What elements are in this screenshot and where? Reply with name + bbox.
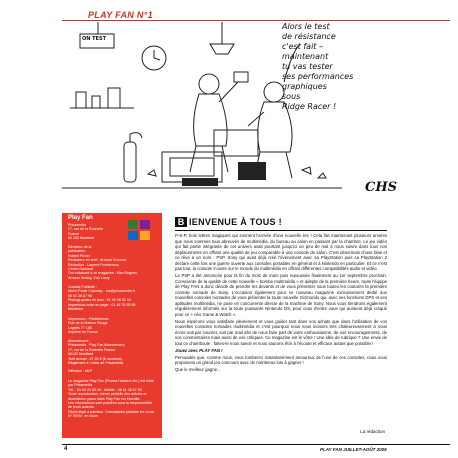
sign-text: ON TEST [82, 36, 107, 42]
article-body [175, 233, 387, 374]
article-paragraph: La PSP a été annoncée pour la fin du mois de mars puis repoussée finalement au 1er septembre prochain. Consciente de la qualité de cette nouvelle « bombe multimédia » et adepte de la première heure, toute l'équipe de Play FAN a donc décidé de prendre les devants et de vous présenter sous toutes les coutures la première console nomade de Sony. L'occasion également pour ce nouveau magazine exclusivement dédié aux nouvelles consoles nomades de vous présenter la toute nouvelle Gizmondo qui, avec ses fonctions GPS et ses aptitudes multimédia, ne pose en concurrente directe de la machine de Sony. Nous vous tiendrons également régulièrement informés sur la toute puissante Nintendo DS, pour ceux d'entre vous qui auraient déjà craqué pour ce « néo Game & Watch ». [175, 273, 387, 317]
footer-divider [62, 444, 450, 445]
sidebar-advertising: Contact Publicité : Marie-Paule Colomsp - ms@prisamedia.fr 06 61 38 67 90 Photographies de jeux : 01 49 98 52 34 Impression-mise en page : 01 46 75 28 58 Monthrun [68, 285, 136, 312]
sidebar-printing: Impression : Printéformex Rue de la Maison Rouge Lognes 77 185 Imprimé en France [68, 317, 109, 335]
artist-signature-text: CHS [365, 180, 398, 195]
artist-signature [365, 178, 405, 200]
sidebar-editorial: Directeur de la publication : Hubert Pichet Rédacteur en chef : Arnaud Grouard Rédaction : Laurent Pombernou Cédric Godunot Ont collaboré à ce magazine : Max Reguex, Arnaud Verbuy, Zaïr Lamy [68, 245, 138, 280]
header-title: PLAY FAN N°1 [88, 10, 153, 20]
editorial-article [175, 216, 387, 440]
dropcap-mark: B [175, 217, 187, 227]
speech-bubble-text: Alors le test de résistance c'est fait – maintenant tu vas tester ses performances graphiques sous Ridge Racer ! [282, 22, 354, 111]
sidebar-subscription: Abonnement : Prisamedia - Play Fan Abonnement 27, rue de la Rochelle France 60100 Montiard Tarif annuel : 27,40 € (6 numéros) Règlement à l'ordre de Prisamedia [68, 339, 125, 366]
article-paragraph: Que le meilleur gagne... [175, 367, 221, 372]
article-signature: La rédaction [360, 429, 385, 434]
sidebar-legal: Le magazine Play Fan (Prisma Hackers etc.) est édité par Prisamedia. Tél. : 01 54 21 53 00 - Mobile : 06 61 38 67 90 Toute reproduction, même partielle des articles et illustrations parus dans Play Fan est interdite. Les informations sont publiées sous la responsabilité de leurs auteurs. Dépôt légal à parution. Commission paritaire en cours. N° ISSN : en cours [68, 379, 155, 419]
article-paragraph: Nous espérons vous satisfaire pleinement et vous guider tant dans vos achats que dans l'utilisation de vos nouvelles consoles nomades multimédia et c'est pourquoi nous vous incitons très chaleureusement à nous écrire soit par courrier, soit par mail afin de nous faire part de votre enthousiasme, de vos encouragements, de vos commentaires mais aussi de vos critiques. Ce magazine est le vôtre ! Une idée de rubrique ? Une envie de tout ce chamboule : faites-le nous savoir et nous saurons être à l'écoute et efficace autant que possible ! [175, 318, 387, 346]
sidebar-distribution: Diffusion : MLP [68, 369, 93, 373]
article-heading [175, 216, 387, 231]
sidebar-magazine-name: Play Fan [68, 215, 93, 221]
sidebar-address: Prisamedia 27, rue de la Rochelle France 60 100 Montiard [68, 223, 103, 241]
footer-issue: PLAY FAN JUILLET-AOÛT 2005 [320, 447, 387, 452]
article-paragraph: P-S-P, trois lettres magiques qui sonnent l'arrivée d'une nouvelle ère ! Cela fait maintenant plusieurs années que nous sommes tous abreuvés de multimédia, du bureau au salon en passant par la chambre. Le jeu vidéo qui fait partie intégrante de cet univers avait pourtant jusqu'ici un peu de mal à nous suivre dans tous nos déplacements en offrant une qualité de jeu comparable à une console de salon. C'est désormais chose faite et ce rêve a un nom : PSP. Sony qui avait déjà créé l'événement avec sa PlayStation puis sa PlayStation 2 déclare cette fois une guerre ouverte aux consoles portables en général et à Nintendo en particulier. Et ce n'est pas tout, la console s'ouvre sur le monde du multimédia en offrant différentes compatibilités audio et vidéo. [175, 233, 387, 271]
article-paragraph: Persuadés que, comme nous, vous tomberez instantanément amoureux de l'une de ces consoles, nous vous proposons un grand jeu concours avec de nombreux lots à gagner ! [175, 354, 387, 365]
credits-sidebar [62, 213, 162, 438]
page-header [62, 8, 450, 21]
page-number: 4 [64, 446, 68, 452]
article-subheading: Jouez avec PLAY FAN ! [175, 347, 223, 353]
article-title: IENVENUE À TOUS ! [189, 217, 282, 227]
